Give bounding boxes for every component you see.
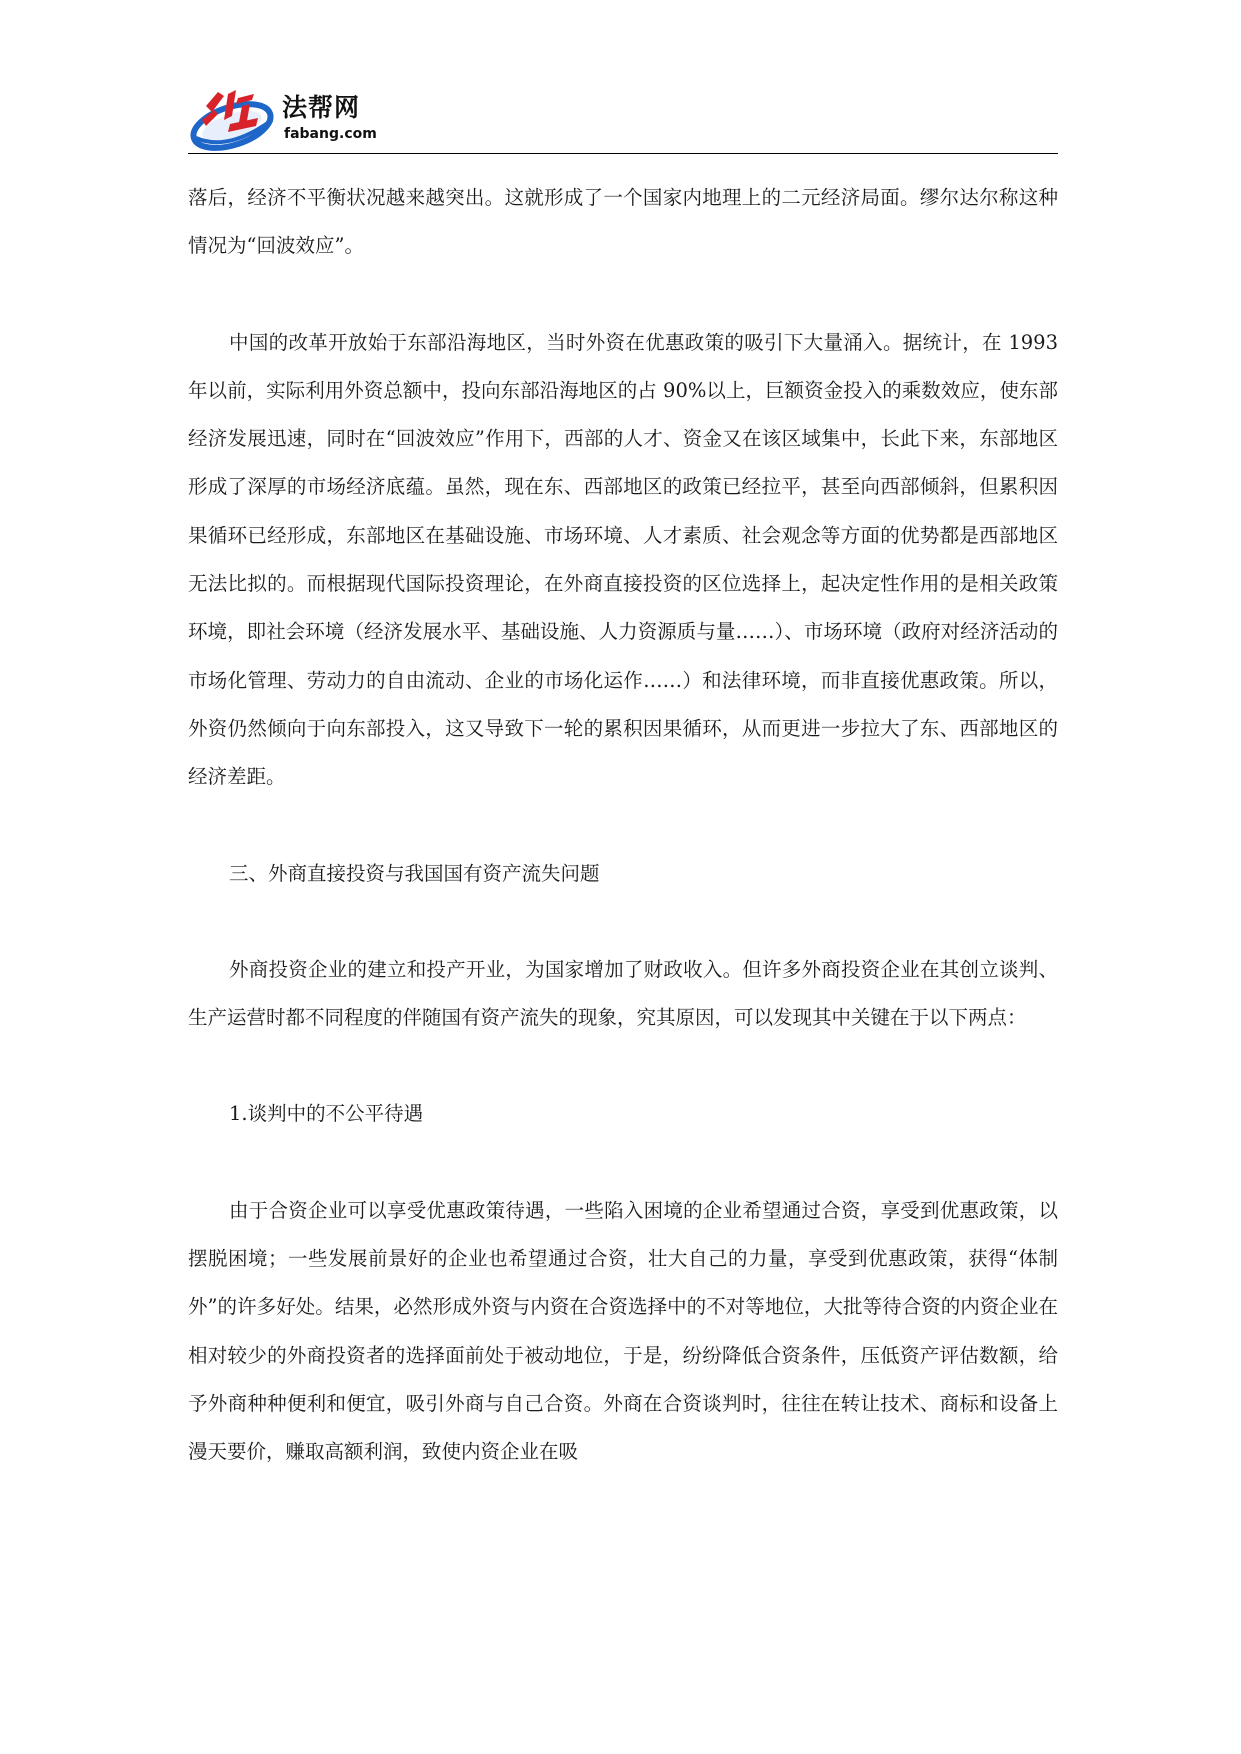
page-header [188, 86, 1058, 152]
paragraph-state-assets: 外商投资企业的建立和投产开业，为国家增加了财政收入。但许多外商投资企业在其创立谈判、生产运营时都不同程度的伴随国有资产流失的现象，究其原因，可以发现其中关键在于以下两点： [188, 957, 1058, 1030]
paragraph-continued: 落后，经济不平衡状况越来越突出。这就形成了一个国家内地理上的二元经济局面。缪尔达尔称这种情况为“回波效应”。 [188, 186, 1058, 258]
site-logo[interactable] [188, 86, 408, 152]
logo-domain: fabang.com [284, 126, 377, 142]
paragraph-negotiation: 由于合资企业可以享受优惠政策待遇，一些陷入困境的企业希望通过合资，享受到优惠政策，以摆脱困境；一些发展前景好的企业也希望通过合资，壮大自己的力量，享受到优惠政策，获得“体制外”的许多好处。结果，必然形成外资与内资在合资选择中的不对等地位，大批等待合资的内资企业在相对较少的外商投资者的选择面前处于被动地位，于是，纷纷降低合资条件，压低资产评估数额，给予外商种种便利和便宜，吸引外商与自己合资。外商在合资谈判时，往往在转让技术、商标和设备上漫天要价，赚取高额利润，致使内资企业在吸 [188, 1198, 1058, 1464]
section-heading-3: 三、外商直接投资与我国国有资产流失问题 [229, 861, 600, 885]
logo-name: 法帮网 [282, 93, 361, 122]
fabang-logo-icon [188, 86, 284, 152]
article-body [188, 174, 1058, 1477]
paragraph-east-west: 中国的改革开放始于东部沿海地区，当时外资在优惠政策的吸引下大量涌入。据统计，在 1993 年以前，实际利用外资总额中，投向东部沿海地区的占 90%以上，巨额资金投入的乘数效应，使东部经济发展迅速，同时在“回波效应”作用下，西部的人才、资金又在该区域集中，长此下来，东部地区形成了深厚的市场经济底蕴。虽然，现在东、西部地区的政策已经拉平，甚至向西部倾斜，但累积因果循环已经形成，东部地区在基础设施、市场环境、人才素质、社会观念等方面的优势都是西部地区无法比拟的。而根据现代国际投资理论，在外商直接投资的区位选择上，起决定性作用的是相关政策环境，即社会环境（经济发展水平、基础设施、人力资源质与量……）、市场环境（政府对经济活动的市场化管理、劳动力的自由流动、企业的市场化运作……）和法律环境，而非直接优惠政策。所以，外资仍然倾向于向东部投入，这又导致下一轮的累积因果循环，从而更进一步拉大了东、西部地区的经济差距。 [188, 330, 1058, 789]
header-divider [188, 153, 1058, 154]
subheading-1: 1.谈判中的不公平待遇 [229, 1102, 424, 1126]
